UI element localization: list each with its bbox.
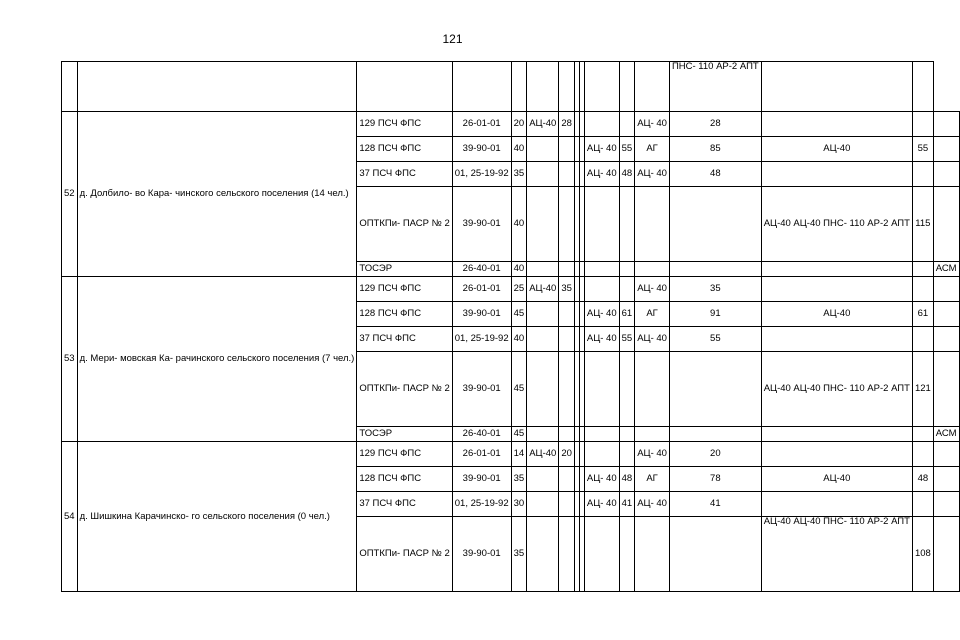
minutes	[619, 427, 635, 442]
phone: 39-90-01	[452, 517, 511, 592]
vehicle: АЦ-40 АЦ-40 ПНС- 110 АР-2 АПТ	[761, 352, 912, 427]
minutes: 48	[669, 162, 761, 187]
settlement-name: д. Шишкина Карачинско- го сельского поселения (0 чел.)	[77, 442, 357, 592]
unit-name: 128 ПСЧ ФПС	[357, 302, 452, 327]
phone: 26-01-01	[452, 112, 511, 137]
minutes	[912, 112, 933, 137]
vehicle: АЦ- 40	[584, 327, 619, 352]
minutes	[619, 352, 635, 427]
vehicle	[584, 262, 619, 277]
vehicle	[527, 467, 559, 492]
vehicle: АЦ- 40	[584, 162, 619, 187]
unit-name: ОПТКПи- ПАСР № 2	[357, 352, 452, 427]
minutes: 121	[912, 352, 933, 427]
minutes: 48	[912, 467, 933, 492]
unit-name: 129 ПСЧ ФПС	[357, 277, 452, 302]
phone: 39-90-01	[452, 467, 511, 492]
unit-name: ТОСЭР	[357, 262, 452, 277]
arrival-time: 20	[511, 112, 527, 137]
special-vehicle	[933, 137, 959, 162]
vehicle	[527, 517, 559, 592]
special-vehicle: АСМ	[933, 427, 959, 442]
minutes: 35	[559, 277, 575, 302]
phone: 39-90-01	[452, 352, 511, 427]
row-number: 54	[62, 442, 78, 592]
phone: 26-01-01	[452, 277, 511, 302]
vehicle	[584, 442, 619, 467]
unit-name: ТОСЭР	[357, 427, 452, 442]
arrival-time: 35	[511, 162, 527, 187]
vehicle: АЦ- 40	[584, 467, 619, 492]
vehicle	[584, 427, 619, 442]
vehicle	[527, 262, 559, 277]
unit-name: 129 ПСЧ ФПС	[357, 112, 452, 137]
special-vehicle	[933, 112, 959, 137]
minutes: 61	[619, 302, 635, 327]
minutes	[912, 492, 933, 517]
vehicle: АЦ-40	[527, 277, 559, 302]
vehicle	[527, 327, 559, 352]
unit-name: ОПТКПи- ПАСР № 2	[357, 517, 452, 592]
minutes: 78	[669, 467, 761, 492]
minutes	[912, 327, 933, 352]
vehicle	[761, 262, 912, 277]
arrival-time: 40	[511, 262, 527, 277]
vehicle	[761, 327, 912, 352]
vehicle	[584, 187, 619, 262]
phone: 39-90-01	[452, 187, 511, 262]
vehicle: АГ	[635, 302, 670, 327]
vehicle	[635, 427, 670, 442]
vehicle	[761, 492, 912, 517]
unit-name: 37 ПСЧ ФПС	[357, 492, 452, 517]
special-vehicle: АСМ	[933, 262, 959, 277]
arrival-time: 14	[511, 442, 527, 467]
vehicle: АГ	[635, 137, 670, 162]
table-row	[62, 112, 960, 137]
vehicle: АЦ- 40	[635, 112, 670, 137]
minutes: 115	[912, 187, 933, 262]
table-row	[62, 277, 960, 302]
minutes: 28	[559, 112, 575, 137]
minutes	[559, 162, 575, 187]
arrival-time: 35	[511, 467, 527, 492]
minutes	[619, 262, 635, 277]
minutes	[669, 517, 761, 592]
vehicle	[584, 112, 619, 137]
minutes: 35	[669, 277, 761, 302]
arrival-time: 40	[511, 137, 527, 162]
arrival-time: 35	[511, 517, 527, 592]
phone: 26-01-01	[452, 442, 511, 467]
minutes: 48	[619, 162, 635, 187]
vehicle	[761, 427, 912, 442]
vehicle: АЦ-40 АЦ-40 ПНС- 110 АР-2 АПТ	[761, 517, 912, 592]
minutes: 41	[669, 492, 761, 517]
arrival-time: 30	[511, 492, 527, 517]
minutes	[619, 517, 635, 592]
special-vehicle	[933, 442, 959, 467]
vehicle	[584, 517, 619, 592]
vehicle: АЦ-40 АЦ-40 ПНС- 110 АР-2 АПТ	[761, 187, 912, 262]
page-number: 121	[442, 32, 463, 46]
minutes	[669, 427, 761, 442]
row-number: 52	[62, 112, 78, 277]
minutes: 28	[669, 112, 761, 137]
phone: 01, 25-19-92	[452, 327, 511, 352]
minutes	[912, 427, 933, 442]
vehicle: АЦ-40	[761, 302, 912, 327]
minutes: 55	[669, 327, 761, 352]
vehicle: АЦ- 40	[635, 327, 670, 352]
phone: 26-40-01	[452, 427, 511, 442]
vehicle: АЦ- 40	[635, 442, 670, 467]
unit-name: 37 ПСЧ ФПС	[357, 327, 452, 352]
vehicle	[761, 112, 912, 137]
unit-name: 37 ПСЧ ФПС	[357, 162, 452, 187]
special-vehicle	[933, 302, 959, 327]
minutes	[559, 262, 575, 277]
arrival-time: 40	[511, 327, 527, 352]
vehicle: АЦ- 40	[584, 302, 619, 327]
minutes	[912, 162, 933, 187]
minutes: 41	[619, 492, 635, 517]
vehicle	[527, 137, 559, 162]
phone: 01, 25-19-92	[452, 492, 511, 517]
unit-name: ОПТКПи- ПАСР № 2	[357, 187, 452, 262]
minutes: 108	[912, 517, 933, 592]
phone: 39-90-01	[452, 137, 511, 162]
unit-name: 129 ПСЧ ФПС	[357, 442, 452, 467]
minutes: 55	[912, 137, 933, 162]
minutes	[559, 467, 575, 492]
special-vehicle	[933, 517, 959, 592]
minutes	[669, 187, 761, 262]
minutes	[559, 302, 575, 327]
vehicle: АЦ-40	[527, 442, 559, 467]
minutes: 20	[559, 442, 575, 467]
vehicle: АЦ- 40	[635, 162, 670, 187]
minutes	[912, 442, 933, 467]
special-vehicle	[933, 467, 959, 492]
minutes: 55	[619, 327, 635, 352]
arrival-time: 45	[511, 302, 527, 327]
minutes	[559, 427, 575, 442]
phone: 01, 25-19-92	[452, 162, 511, 187]
vehicle: АЦ-40	[527, 112, 559, 137]
vehicle	[527, 187, 559, 262]
unit-name: 128 ПСЧ ФПС	[357, 137, 452, 162]
table-row	[62, 62, 960, 112]
settlement-name: д. Долбило- во Кара- чинского сельского поселения (14 чел.)	[77, 112, 357, 277]
vehicle: АЦ- 40	[584, 137, 619, 162]
minutes: 85	[669, 137, 761, 162]
minutes	[619, 442, 635, 467]
vehicle: АЦ-40	[761, 137, 912, 162]
table-row	[62, 442, 960, 467]
special-vehicle	[933, 492, 959, 517]
vehicle	[761, 162, 912, 187]
minutes	[559, 187, 575, 262]
minutes	[619, 112, 635, 137]
phone: 26-40-01	[452, 262, 511, 277]
minutes	[912, 262, 933, 277]
vehicle	[761, 277, 912, 302]
vehicle	[635, 517, 670, 592]
minutes	[559, 137, 575, 162]
settlement-name: д. Мери- мовская Ка- рачинского сельского поселения (7 чел.)	[77, 277, 357, 442]
phone: 39-90-01	[452, 302, 511, 327]
vehicle: АЦ- 40	[584, 492, 619, 517]
minutes	[619, 187, 635, 262]
vehicle	[527, 352, 559, 427]
minutes: 61	[912, 302, 933, 327]
minutes	[912, 277, 933, 302]
minutes: 91	[669, 302, 761, 327]
arrival-time: 40	[511, 187, 527, 262]
special-vehicle	[933, 352, 959, 427]
forces-table	[61, 61, 960, 592]
vehicle	[584, 352, 619, 427]
vehicle	[527, 302, 559, 327]
vehicle	[527, 162, 559, 187]
minutes	[619, 277, 635, 302]
vehicle: АГ	[635, 467, 670, 492]
minutes	[559, 327, 575, 352]
vehicle	[761, 442, 912, 467]
vehicle	[635, 187, 670, 262]
special-vehicle	[933, 277, 959, 302]
vehicle: АЦ-40	[761, 467, 912, 492]
special-vehicle	[933, 187, 959, 262]
vehicle	[527, 492, 559, 517]
minutes: 48	[619, 467, 635, 492]
unit-name: 128 ПСЧ ФПС	[357, 467, 452, 492]
minutes	[669, 262, 761, 277]
minutes: 55	[619, 137, 635, 162]
vehicle	[584, 277, 619, 302]
minutes	[559, 517, 575, 592]
vehicle: АЦ- 40	[635, 492, 670, 517]
minutes	[559, 352, 575, 427]
arrival-time: 45	[511, 352, 527, 427]
special-vehicle	[933, 327, 959, 352]
vehicle	[635, 352, 670, 427]
minutes	[669, 352, 761, 427]
special-vehicle	[933, 162, 959, 187]
row-number: 53	[62, 277, 78, 442]
arrival-time: 45	[511, 427, 527, 442]
vehicle: АЦ- 40	[635, 277, 670, 302]
arrival-time: 25	[511, 277, 527, 302]
minutes: 20	[669, 442, 761, 467]
tech-stack-cell: ПНС- 110 АР-2 АПТ	[669, 62, 761, 112]
vehicle	[527, 427, 559, 442]
vehicle	[635, 262, 670, 277]
minutes	[559, 492, 575, 517]
